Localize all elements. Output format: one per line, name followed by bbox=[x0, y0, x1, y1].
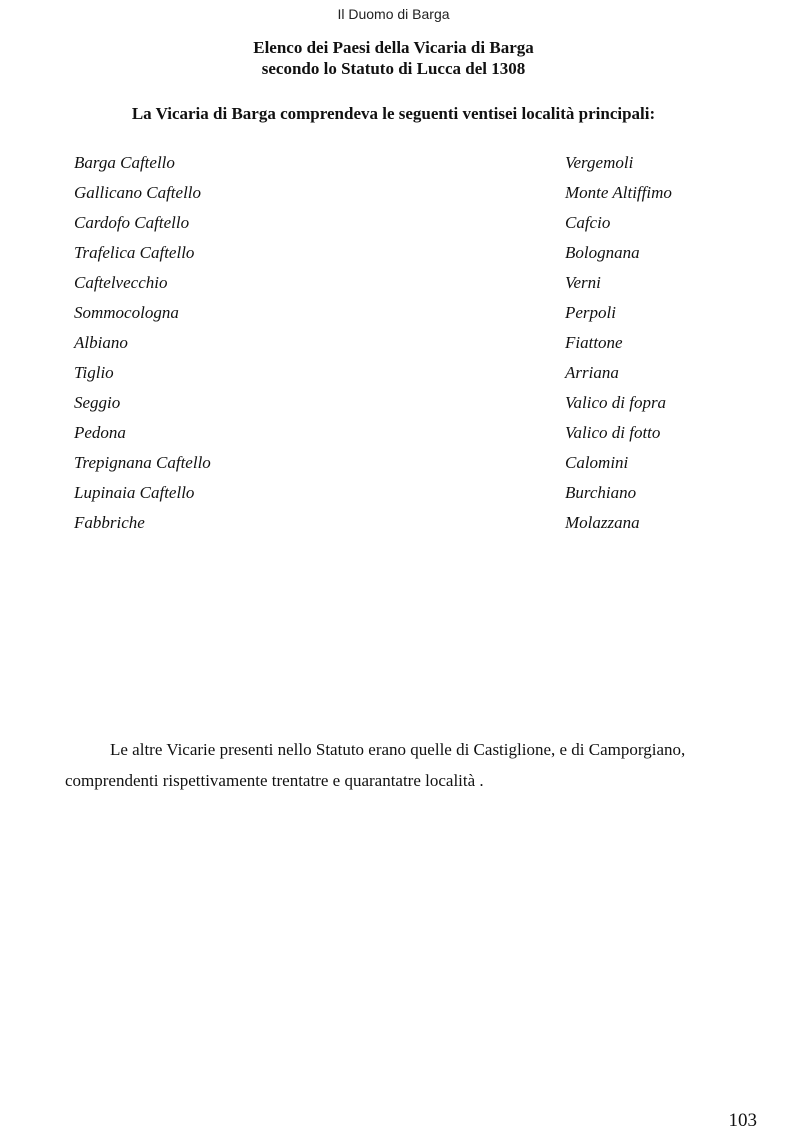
list-item: Bolognana bbox=[565, 243, 640, 262]
page-number: 103 bbox=[728, 1110, 757, 1131]
title-line-2: secondo lo Statuto di Lucca del 1308 bbox=[261, 59, 526, 78]
localities-right-column bbox=[565, 152, 672, 542]
title-line-1: Elenco dei Paesi della Vicaria di Barga bbox=[253, 38, 534, 57]
list-item: Valico di fopra bbox=[565, 393, 667, 412]
list-item: Lupinaia Caftello bbox=[74, 483, 195, 502]
list-item: Molazzana bbox=[565, 513, 640, 532]
closing-line-1: Le altre Vicarie presenti nello Statuto erano quelle di Castiglione, e di Camporgiano, bbox=[110, 740, 686, 759]
list-item: Sommocologna bbox=[74, 303, 179, 322]
list-item: Calomini bbox=[565, 453, 629, 472]
list-item: Perpoli bbox=[565, 303, 616, 322]
running-header: Il Duomo di Barga bbox=[337, 6, 450, 22]
list-item: Seggio bbox=[74, 393, 121, 412]
list-item: Fiattone bbox=[565, 333, 623, 352]
list-item: Trepignana Caftello bbox=[74, 453, 211, 472]
list-item: Cardofo Caftello bbox=[74, 213, 190, 232]
list-item: Gallicano Caftello bbox=[74, 183, 202, 202]
list-item: Burchiano bbox=[565, 483, 637, 502]
closing-paragraph bbox=[65, 734, 755, 796]
list-item: Caftelvecchio bbox=[74, 273, 168, 292]
list-item: Arriana bbox=[565, 363, 619, 382]
list-item: Valico di fotto bbox=[565, 423, 661, 442]
list-item: Fabbriche bbox=[74, 513, 145, 532]
closing-line-2: comprendenti rispettivamente trentatre e quarantatre località . bbox=[65, 771, 484, 790]
localities-left-column bbox=[74, 152, 211, 542]
list-item: Trafelica Caftello bbox=[74, 243, 195, 262]
page-title bbox=[0, 37, 787, 79]
section-subtitle: La Vicaria di Barga comprendeva le seguenti ventisei località principali: bbox=[131, 104, 656, 123]
list-item: Pedona bbox=[74, 423, 126, 442]
list-item: Cafcio bbox=[565, 213, 611, 232]
list-item: Vergemoli bbox=[565, 153, 634, 172]
list-item: Tiglio bbox=[74, 363, 114, 382]
list-item: Barga Caftello bbox=[74, 153, 175, 172]
list-item: Verni bbox=[565, 273, 601, 292]
list-item: Albiano bbox=[74, 333, 128, 352]
list-item: Monte Altiffimo bbox=[565, 183, 672, 202]
